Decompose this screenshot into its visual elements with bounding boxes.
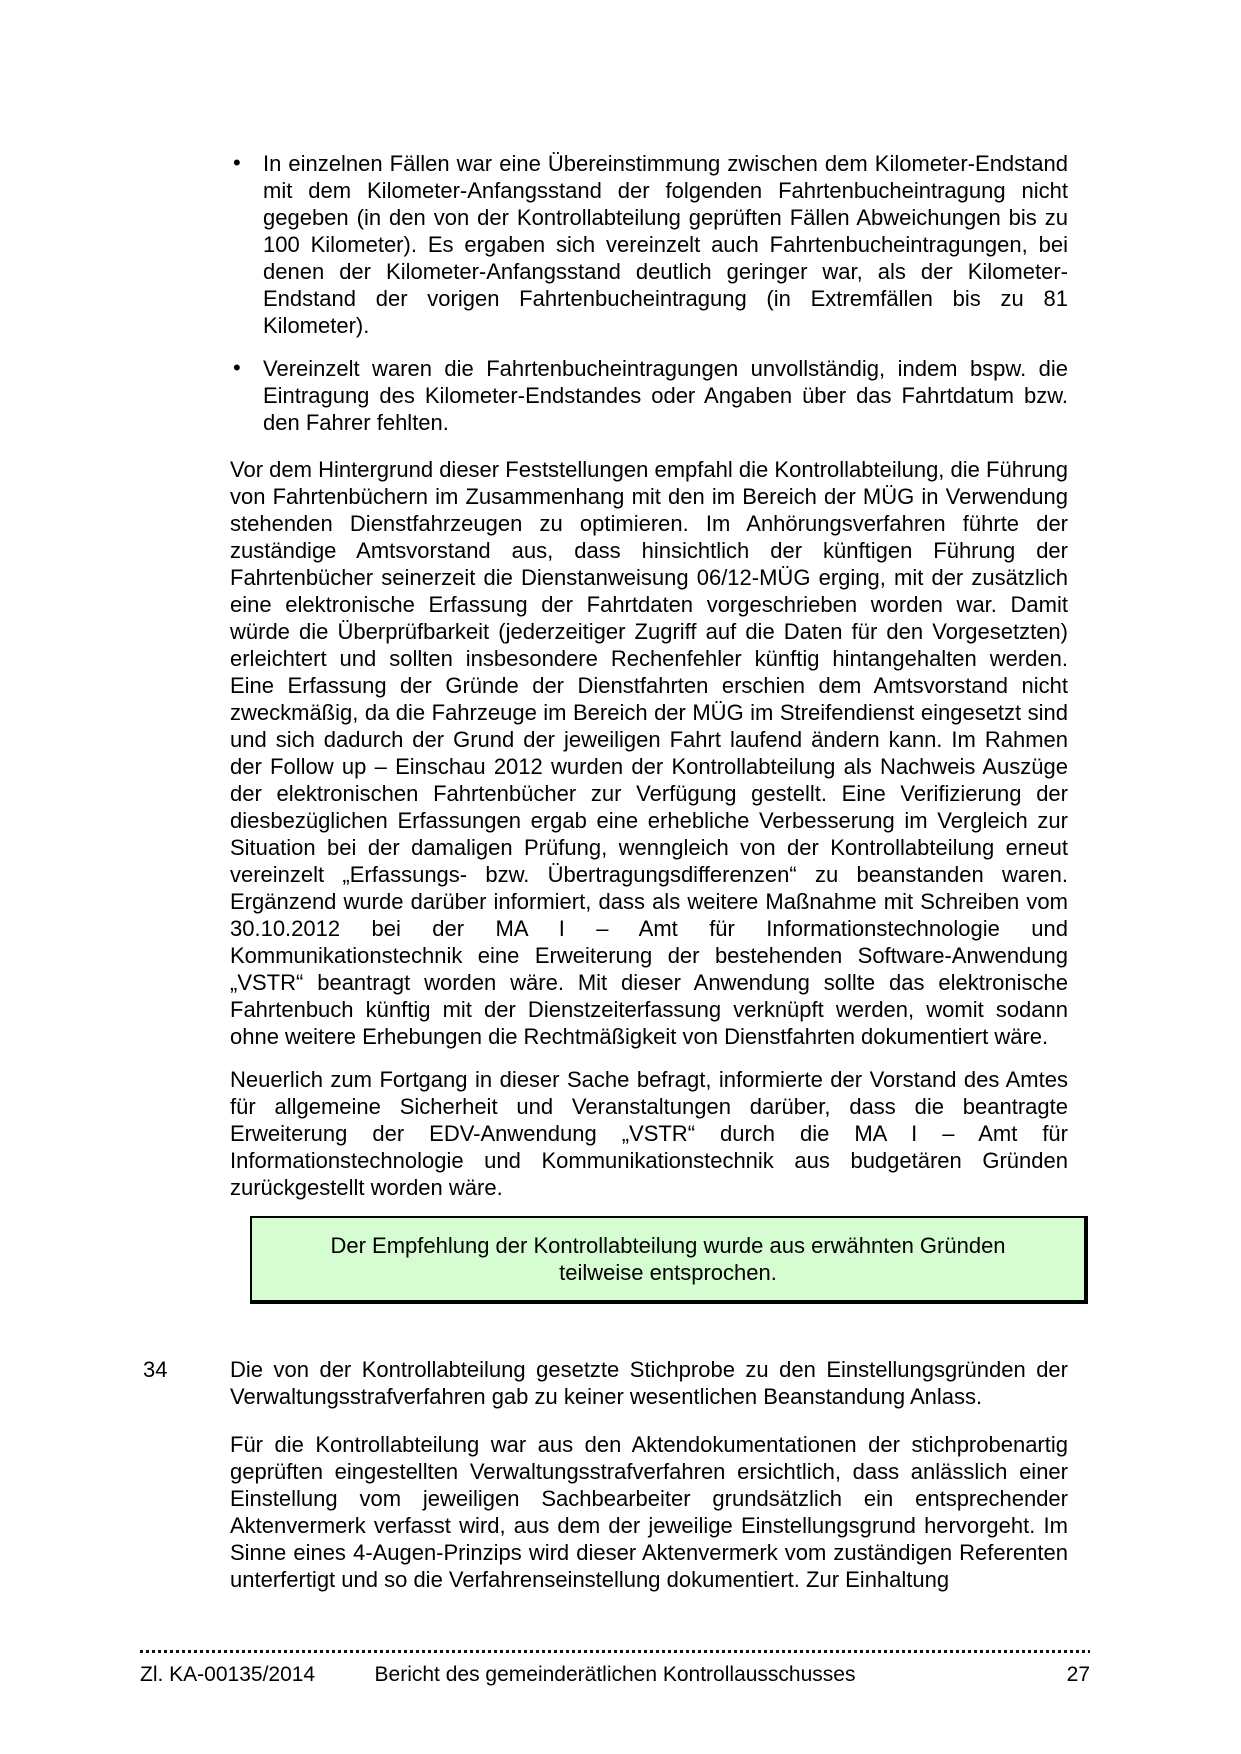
paragraph-empfehlung-fahrtenbuecher: Vor dem Hintergrund dieser Feststellungen empfahl die Kontrollabteilung, die Führung von Fahrtenbüchern im Zusammenhang mit den im Bereich der MÜG in Verwendung stehenden Dienstfahrzeugen zu optimieren. Im Anhörungsverfahren führte der zuständige Amtsvorstand aus, dass hinsichtlich der künftigen Führung der Fahrtenbücher seinerzeit die Dienstanweisung 06/12-MÜG erging, mit der zusätzlich eine elektronische Erfassung der Fahrtdaten vorgeschrieben worden war. Damit würde die Überprüfbarkeit (jederzeitiger Zugriff auf die Daten für den Vorgesetzten) erleichtert und sollten insbesondere Rechenfehler künftig hintangehalten werden. Eine Erfassung der Gründe der Dienstfahrten erschien dem Amtsvorstand nicht zweckmäßig, da die Fahrzeuge im Bereich der MÜG im Streifendienst eingesetzt sind und sich dadurch der Grund der jeweiligen Fahrt laufend ändern kann. Im Rahmen der Follow up – Einschau 2012 wurden der Kontrollabteilung als Nachweis Auszüge der elektronischen Fahrtenbücher zur Verfügung gestellt. Eine Verifizierung der diesbezüglichen Erfassungen ergab eine erhebliche Verbesserung im Vergleich zur Situation bei der damaligen Prüfung, wenngleich von der Kontrollabteilung erneut vereinzelt „Erfassungs- bzw. Übertragungsdifferenzen“ zu beanstanden waren. Ergänzend wurde darüber informiert, dass als weitere Maßnahme mit Schreiben vom 30.10.2012 bei der MA I – Amt für Informationstechnologie und Kommunikationstechnik eine Erweiterung der bestehenden Software-Anwendung „VSTR“ beantragt worden wäre. Mit dieser Anwendung sollte das elektronische Fahrtenbuch künftig mit der Dienstzeiterfassung verknüpft werden, womit sodann ohne weitere Erhebungen die Rechtmäßigkeit von Dienstfahrten dokumentiert wäre. xyxy=(230,457,1068,1049)
bullet-text: Vereinzelt waren die Fahrtenbucheintragungen unvollständig, indem bspw. die Eintragung des Kilometer-Endstandes oder Angaben über das Fahrtdatum bzw. den Fahrer fehlten. xyxy=(263,356,1068,435)
bullet-item-kilometer-endstand xyxy=(230,150,1068,339)
section-34 xyxy=(143,1356,1068,1410)
bullet-text: In einzelnen Fällen war eine Übereinstimmung zwischen dem Kilometer-Endstand mit dem Kilometer-Anfangsstand der folgenden Fahrtenbucheintragung nicht gegeben (in den von der Kontrollabteilung geprüften Fällen Abweichungen bis zu 100 Kilometer). Es ergaben sich vereinzelt auch Fahrtenbucheintragungen, bei denen der Kilometer-Anfangsstand deutlich geringer war, als der Kilometer-Endstand der vorigen Fahrtenbucheintragung (in Extremfällen bis zu 81 Kilometer). xyxy=(263,151,1068,338)
section-number: 34 xyxy=(143,1357,168,1382)
paragraph-aktendokumentationen: Für die Kontrollabteilung war aus den Aktendokumentationen der stichprobenartig geprüften eingestellten Verwaltungsstrafverfahren ersichtlich, dass anlässlich einer Einstellung vom jeweiligen Sachbearbeiter grundsätzlich ein entsprechender Aktenvermerk verfasst wird, aus dem der jeweilige Einstellungsgrund hervorgeht. Im Sinne eines 4-Augen-Prinzips wird dieser Aktenvermerk vom zuständigen Referenten unterfertigt und so die Verfahrenseinstellung dokumentiert. Zur Einhaltung xyxy=(230,1432,1068,1592)
bullet-marker-icon: • xyxy=(233,355,241,380)
recommendation-box-text: Der Empfehlung der Kontrollabteilung wurde aus erwähnten Gründen teilweise entsprochen. xyxy=(330,1233,1006,1285)
footer-title: Bericht des gemeinderätlichen Kontrollausschusses xyxy=(374,1663,856,1686)
bullet-marker-icon: • xyxy=(233,150,241,175)
body-text-column xyxy=(143,150,1068,1593)
footer-reference: Zl. KA-00135/2014 xyxy=(140,1663,316,1686)
page-footer xyxy=(140,1650,1090,1687)
footer-row xyxy=(140,1663,1090,1687)
footer-page-number: 27 xyxy=(1066,1663,1090,1686)
bullet-item-unvollstaendig xyxy=(230,355,1068,436)
paragraph-neuerlich-fortgang: Neuerlich zum Fortgang in dieser Sache befragt, informierte der Vorstand des Amtes für allgemeine Sicherheit und Veranstaltungen darüber, dass die beantragte Erweiterung der EDV-Anwendung „VSTR“ durch die MA I – Amt für Informationstechnologie und Kommunikationstechnik aus budgetären Gründen zurückgestellt worden wäre. xyxy=(230,1067,1068,1200)
footer-divider xyxy=(140,1650,1090,1653)
section-statement: Die von der Kontrollabteilung gesetzte Stichprobe zu den Einstellungsgründen der Verwaltungsstrafverfahren gab zu keiner wesentlichen Beanstandung Anlass. xyxy=(230,1357,1068,1409)
recommendation-box xyxy=(250,1216,1088,1304)
